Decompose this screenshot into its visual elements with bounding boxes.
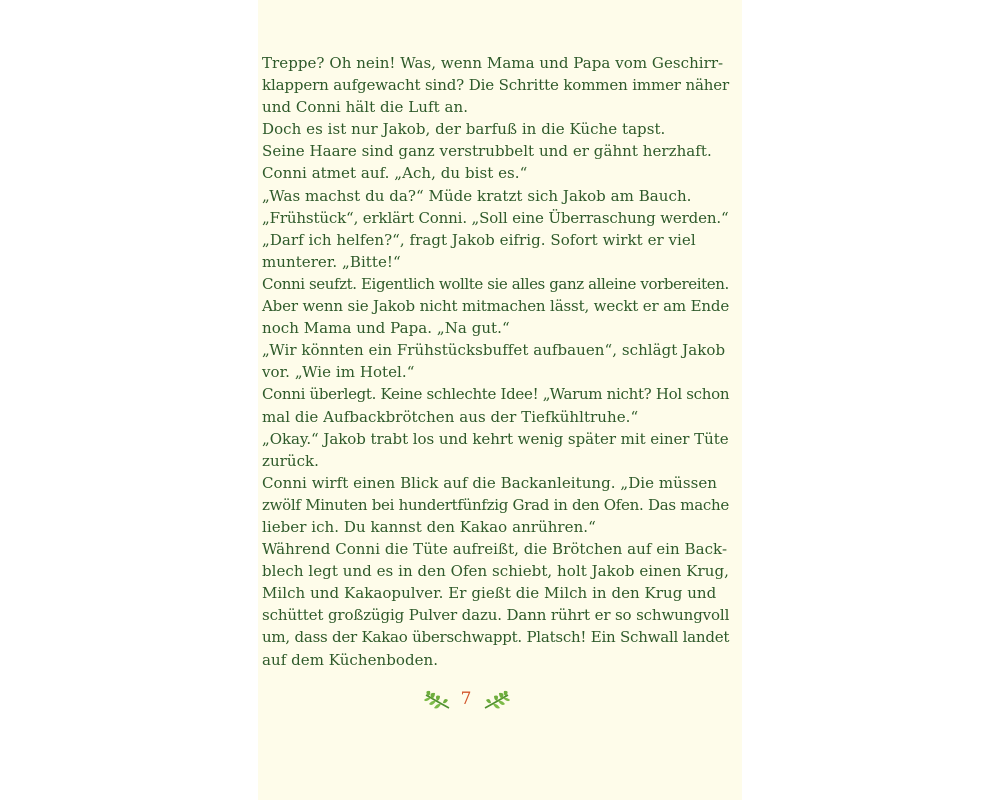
- text-line: zurück.: [262, 451, 320, 470]
- text-line: „Okay.“ Jakob trabt los und kehrt wenig später mit einer Tüte: [262, 429, 729, 448]
- text-line: noch Mama und Papa. „Na gut.“: [262, 319, 510, 338]
- text-line: Conni seufzt. Eigentlich wollte sie alles ganz alleine vorbereiten.: [262, 274, 729, 293]
- text-line: Aber wenn sie Jakob nicht mitmachen lässt, weckt er am Ende: [262, 297, 730, 316]
- page-number: 7: [460, 689, 472, 709]
- text-line: „Darf ich helfen?“, fragt Jakob eifrig. Sofort wirkt er viel: [262, 230, 696, 249]
- text-line: „Frühstück“, erklärt Conni. „Soll eine Überraschung werden.“: [262, 208, 729, 227]
- text-line: Conni wirft einen Blick auf die Backanleitung. „Die müssen: [262, 473, 718, 492]
- book-page: [258, 0, 742, 800]
- text-line: blech legt und es in den Ofen schiebt, holt Jakob einen Krug,: [262, 562, 729, 581]
- leaf-sprig-icon: [422, 688, 452, 712]
- text-line: Doch es ist nur Jakob, der barfuß in die Küche tapst.: [262, 120, 666, 139]
- text-line: lieber ich. Du kannst den Kakao anrühren.“: [262, 517, 596, 536]
- text-line: und Conni hält die Luft an.: [262, 98, 469, 117]
- text-line: um, dass der Kakao überschwappt. Platsch! Ein Schwall landet: [262, 628, 730, 647]
- leaf-sprig-icon: [482, 688, 512, 712]
- text-line: Seine Haare sind ganz verstrubbelt und er gähnt herzhaft.: [262, 142, 712, 161]
- text-line: auf dem Küchenboden.: [262, 650, 439, 669]
- text-line: „Wir könnten ein Frühstücksbuffet aufbauen“, schlägt Jakob: [262, 341, 726, 360]
- text-line: klappern aufgewacht sind? Die Schritte kommen immer näher: [262, 76, 730, 95]
- text-line: Während Conni die Tüte aufreißt, die Brötchen auf ein Back-: [262, 540, 728, 559]
- text-line: mal die Aufbackbrötchen aus der Tiefkühltruhe.“: [262, 407, 639, 426]
- text-line: Conni überlegt. Keine schlechte Idee! „Warum nicht? Hol schon: [262, 385, 730, 404]
- text-line: schüttet großzügig Pulver dazu. Dann rührt er so schwungvoll: [262, 606, 730, 625]
- text-line: Treppe? Oh nein! Was, wenn Mama und Papa vom Geschirr-: [262, 54, 724, 72]
- page-footer: [258, 686, 742, 716]
- body-text: [262, 52, 732, 671]
- text-line: Milch und Kakaopulver. Er gießt die Milch in den Krug und: [262, 584, 717, 603]
- text-line: Conni atmet auf. „Ach, du bist es.“: [262, 164, 528, 183]
- text-line: zwölf Minuten bei hundertfünfzig Grad in den Ofen. Das mache: [262, 495, 729, 514]
- text-line: munterer. „Bitte!“: [262, 252, 401, 271]
- text-line: vor. „Wie im Hotel.“: [262, 363, 415, 382]
- text-line: „Was machst du da?“ Müde kratzt sich Jakob am Bauch.: [262, 186, 692, 205]
